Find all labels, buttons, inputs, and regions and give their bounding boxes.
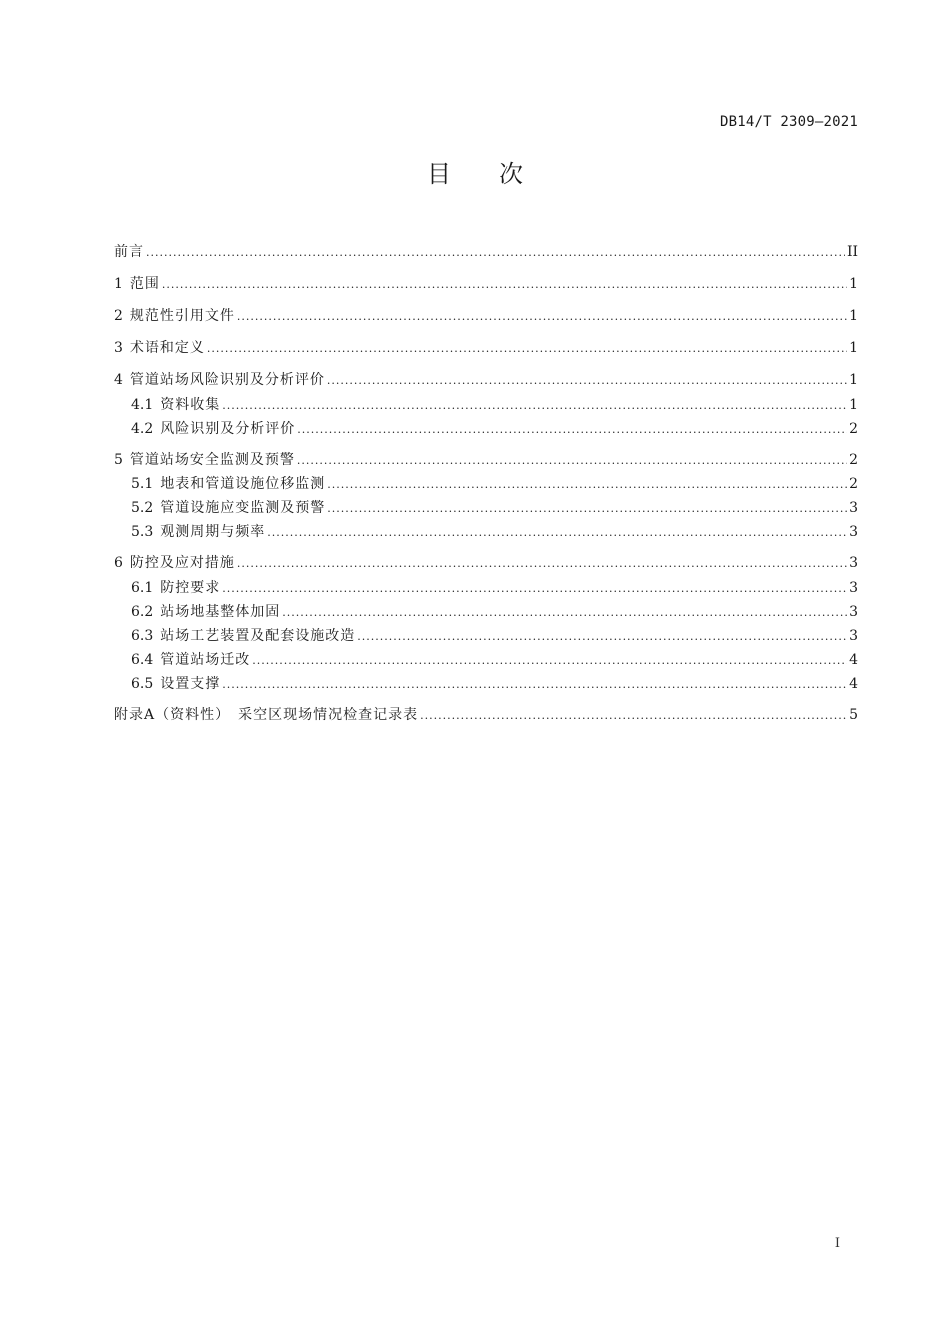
toc-leader-dots xyxy=(357,626,847,647)
toc-entry-label: 设置支撑 xyxy=(160,676,221,692)
toc-leader-dots xyxy=(420,705,847,726)
toc-entry-label: 管道站场安全监测及预警 xyxy=(129,452,295,468)
toc-entry-foreword[interactable] xyxy=(114,242,858,262)
toc-entry-6-4[interactable] xyxy=(131,650,858,670)
toc-leader-dots xyxy=(222,674,847,695)
toc-entry-6[interactable] xyxy=(114,553,858,573)
document-code: DB14/T 2309—2021 xyxy=(719,114,858,130)
toc-leader-dots xyxy=(237,553,847,574)
toc-leader-dots xyxy=(297,419,847,440)
toc-entry-label: 观测周期与频率 xyxy=(160,524,266,540)
toc-entry-page: 5 xyxy=(849,707,858,723)
toc-entry-number: 5.2 xyxy=(131,500,154,516)
toc-leader-dots xyxy=(327,370,847,391)
toc-leader-dots xyxy=(146,242,845,263)
toc-entry-page: 1 xyxy=(849,340,858,356)
toc-entry-page: 1 xyxy=(849,308,858,324)
toc-entry-number: 5 xyxy=(114,452,123,468)
toc-entry-number: 6.4 xyxy=(131,652,154,668)
toc-leader-dots xyxy=(282,602,847,623)
toc-entry-6-2[interactable] xyxy=(131,602,858,622)
toc-entry-6-1[interactable] xyxy=(131,578,858,598)
toc-entry-label: 资料收集 xyxy=(160,397,221,413)
toc-entry-page: 3 xyxy=(849,628,858,644)
toc-entry-number: 3 xyxy=(114,340,123,356)
toc-entry-4[interactable] xyxy=(114,370,858,390)
toc-entry-label: 地表和管道设施位移监测 xyxy=(160,476,326,492)
toc-entry-number: 6.3 xyxy=(131,628,154,644)
toc-leader-dots xyxy=(267,522,847,543)
toc-entry-label: 管道站场迁改 xyxy=(160,652,251,668)
toc-entry-page: 3 xyxy=(849,604,858,620)
toc-entry-3[interactable] xyxy=(114,338,858,358)
toc-entry-5-2[interactable] xyxy=(131,498,858,518)
toc-entry-5[interactable] xyxy=(114,450,858,470)
toc-entry-number: 5.3 xyxy=(131,524,154,540)
toc-entry-number: 6 xyxy=(114,555,123,571)
toc-entry-label: 站场地基整体加固 xyxy=(160,604,281,620)
toc-entry-number: 6.2 xyxy=(131,604,154,620)
toc-entry-2[interactable] xyxy=(114,306,858,326)
toc-entry-6-5[interactable] xyxy=(131,674,858,694)
toc-entry-label: 范围 xyxy=(129,276,160,292)
toc-leader-dots xyxy=(237,306,847,327)
toc-entry-number: 1 xyxy=(114,276,123,292)
toc-entry-number: 6.5 xyxy=(131,676,154,692)
toc-entry-label: 术语和定义 xyxy=(129,340,205,356)
toc-entry-page: 4 xyxy=(849,676,858,692)
toc-entry-number: 4.2 xyxy=(131,421,154,437)
toc-leader-dots xyxy=(222,578,847,599)
toc-entry-label: 站场工艺装置及配套设施改造 xyxy=(160,628,356,644)
toc-entry-number: 4.1 xyxy=(131,397,154,413)
toc-entry-1[interactable] xyxy=(114,274,858,294)
toc-leader-dots xyxy=(207,338,847,359)
toc-entry-label: 管道设施应变监测及预警 xyxy=(160,500,326,516)
toc-leader-dots xyxy=(327,498,847,519)
toc-leader-dots xyxy=(222,395,847,416)
toc-entry-page: 1 xyxy=(849,372,858,388)
toc-entry-page: 3 xyxy=(849,524,858,540)
toc-entry-5-3[interactable] xyxy=(131,522,858,542)
toc-leader-dots xyxy=(252,650,847,671)
toc-entry-page: 3 xyxy=(849,555,858,571)
toc-leader-dots xyxy=(162,274,847,295)
toc-entry-label: 附录A（资料性） 采空区现场情况检查记录表 xyxy=(114,707,419,723)
toc-entry-5-1[interactable] xyxy=(131,474,858,494)
toc-entry-page: 4 xyxy=(849,652,858,668)
toc-entry-page: 1 xyxy=(849,276,858,292)
toc-entry-page: 2 xyxy=(849,452,858,468)
page-title: 目次 xyxy=(427,160,571,188)
toc-entry-page: 3 xyxy=(849,500,858,516)
toc-entry-4-1[interactable] xyxy=(131,395,858,415)
toc-entry-label: 管道站场风险识别及分析评价 xyxy=(129,372,325,388)
toc-entry-6-3[interactable] xyxy=(131,626,858,646)
toc-entry-label: 防控要求 xyxy=(160,580,221,596)
toc-entry-number: 4 xyxy=(114,372,123,388)
toc-entry-page: 2 xyxy=(849,476,858,492)
toc-entry-page: 1 xyxy=(849,397,858,413)
toc-entry-4-2[interactable] xyxy=(131,419,858,439)
toc-entry-number: 2 xyxy=(114,308,123,324)
toc-entry-number: 6.1 xyxy=(131,580,154,596)
toc-entry-label: 规范性引用文件 xyxy=(129,308,235,324)
toc-entry-label: 前言 xyxy=(114,244,144,260)
toc-entry-page: 3 xyxy=(849,580,858,596)
toc-entry-page: II xyxy=(846,244,858,260)
toc-leader-dots xyxy=(297,450,847,471)
toc-leader-dots xyxy=(327,474,847,495)
toc-entry-page: 2 xyxy=(849,421,858,437)
toc-entry-number: 5.1 xyxy=(131,476,154,492)
page-number: I xyxy=(834,1236,840,1251)
toc-entry-label: 风险识别及分析评价 xyxy=(160,421,296,437)
toc-entry-appendix-a[interactable] xyxy=(114,705,858,725)
toc-entry-label: 防控及应对措施 xyxy=(129,555,235,571)
